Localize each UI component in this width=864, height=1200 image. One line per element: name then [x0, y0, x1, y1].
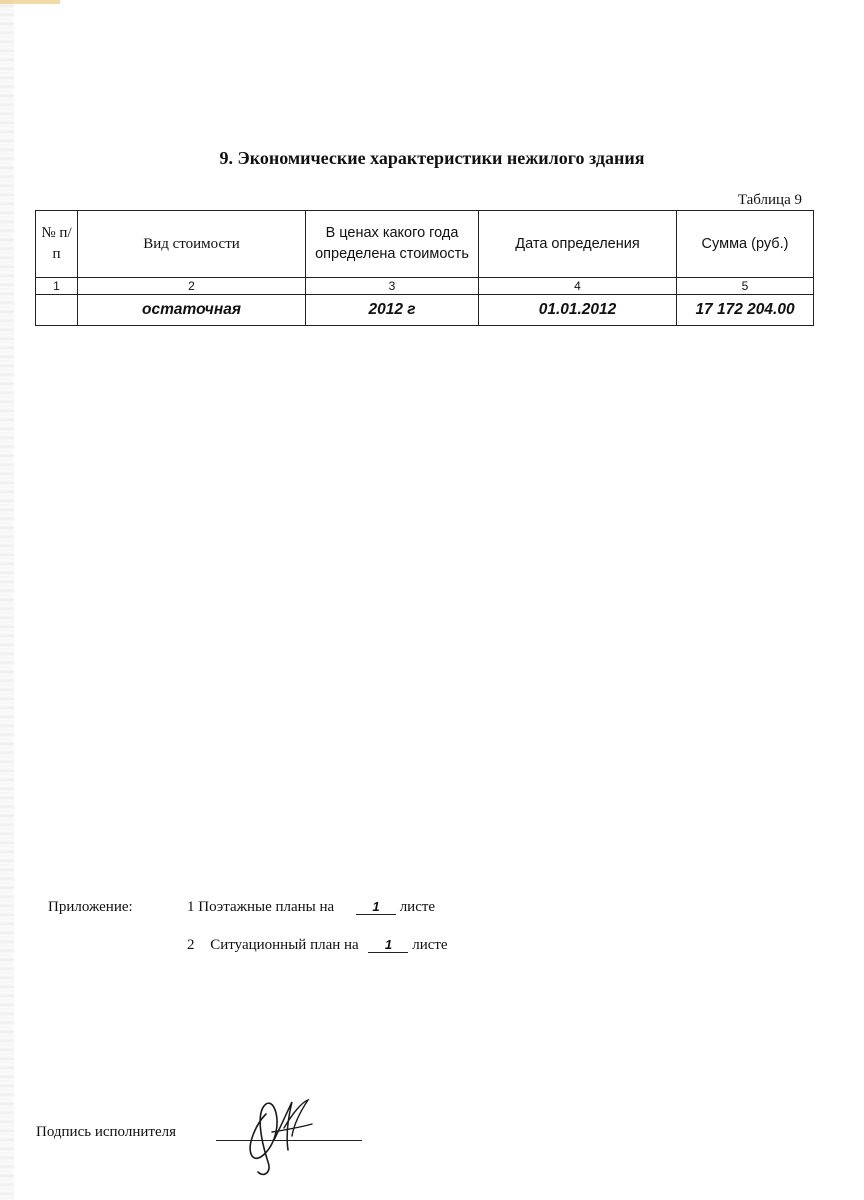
column-number-row	[36, 278, 814, 295]
handwritten-signature	[228, 1084, 328, 1180]
appendix-item-text: Ситуационный план на	[210, 937, 359, 953]
appendix-item	[187, 937, 448, 954]
column-number: 2	[78, 278, 306, 295]
appendix-item-suffix: листе	[399, 899, 436, 915]
appendix-item-index: 2	[187, 937, 195, 953]
column-number: 5	[677, 278, 814, 295]
column-number: 3	[306, 278, 479, 295]
cell-cost-type: остаточная	[78, 295, 306, 326]
table-row	[36, 295, 814, 326]
cell-num	[36, 295, 78, 326]
scan-page-edge	[0, 0, 14, 1200]
cell-date: 01.01.2012	[479, 295, 677, 326]
appendix-item-text: Поэтажные планы на	[198, 899, 335, 915]
column-number: 4	[479, 278, 677, 295]
appendix-item-count: 1	[356, 899, 396, 915]
appendix-item-count: 1	[368, 937, 408, 953]
signature-label: Подпись исполнителя	[36, 1124, 176, 1140]
appendix-item	[187, 899, 435, 916]
header-date: Дата определения	[479, 211, 677, 278]
header-sum: Сумма (руб.)	[677, 211, 814, 278]
cell-price-year: 2012 г	[306, 295, 479, 326]
cell-sum: 17 172 204.00	[677, 295, 814, 326]
page-title: 9. Экономические характеристики нежилого здания	[219, 148, 645, 168]
appendix-item-index: 1	[187, 899, 195, 915]
table-caption: Таблица 9	[737, 192, 802, 208]
economic-table	[35, 210, 814, 326]
header-cost-type: Вид стоимости	[78, 211, 306, 278]
table-header-row	[36, 211, 814, 278]
appendix-label: Приложение:	[48, 899, 133, 915]
appendix-item-suffix: листе	[412, 937, 448, 953]
column-number: 1	[36, 278, 78, 295]
scan-top-strip	[0, 0, 60, 4]
header-price-year: В ценах какого года определена стоимость	[306, 211, 479, 278]
header-num: № п/п	[36, 211, 78, 278]
